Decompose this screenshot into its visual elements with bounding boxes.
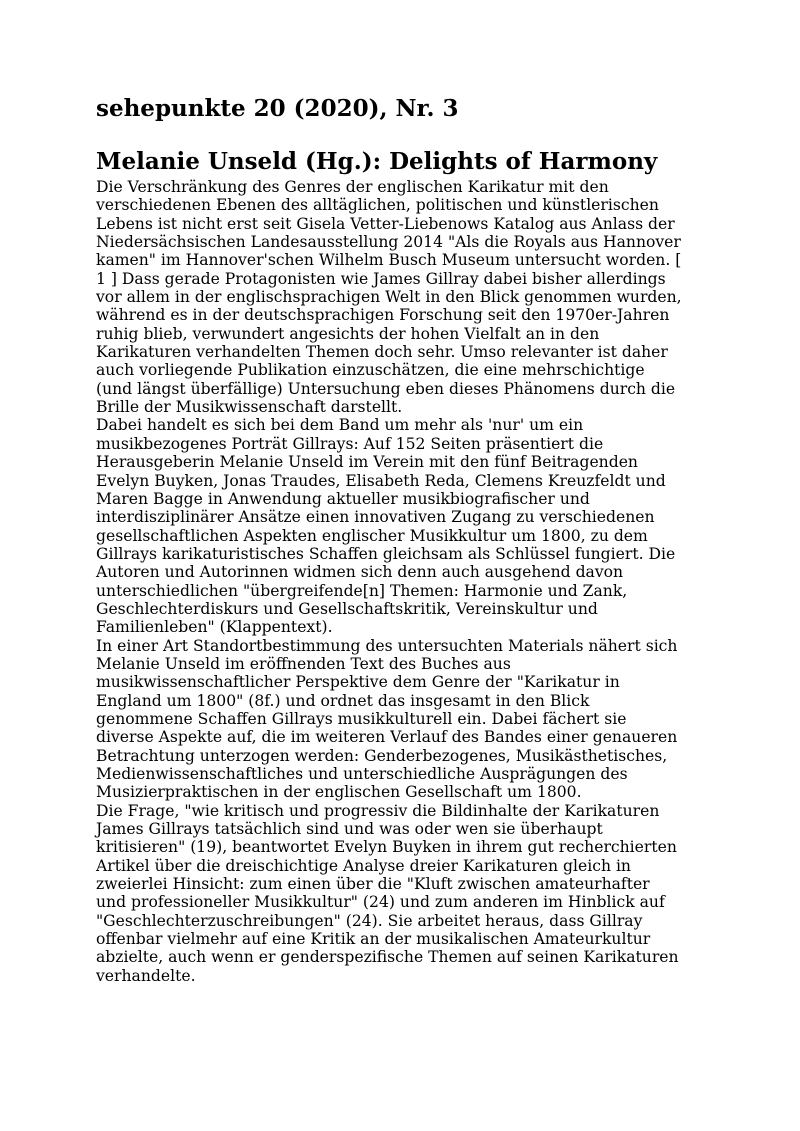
paragraph-3 — [96, 637, 708, 802]
text-line: Dabei handelt es sich bei dem Band um mehr als 'nur' um ein — [96, 416, 584, 435]
text-line: während es in der deutschsprachigen Forschung seit den 1970er-Jahren — [96, 306, 670, 325]
text-line: James Gillrays tatsächlich sind und was oder wen sie überhaupt — [96, 820, 603, 839]
document-page — [96, 92, 708, 985]
text-line: Maren Bagge in Anwendung aktueller musikbiografischer und — [96, 489, 590, 508]
text-line: Evelyn Buyken, Jonas Traudes, Elisabeth Reda, Clemens Kreuzfeldt und — [96, 471, 666, 490]
text-line: interdisziplinärer Ansätze einen innovativen Zugang zu verschiedenen — [96, 508, 655, 527]
text-line: Die Verschränkung des Genres der englischen Karikatur mit den — [96, 178, 609, 196]
text-line: musikbezogenes Porträt Gillrays: Auf 152 Seiten präsentiert die — [96, 434, 604, 453]
text-line: Melanie Unseld im eröffnenden Text des Buches aus — [96, 654, 511, 673]
text-line: Medienwissenschaftliches und unterschiedliche Ausprägungen des — [96, 765, 628, 783]
text-line: Geschlechterdiskurs und Gesellschaftskritik, Vereinskultur und — [96, 599, 598, 618]
text-line: Familienleben" (Klappentext). — [96, 618, 333, 637]
text-line: Lebens ist nicht erst seit Gisela Vetter-Liebenows Katalog aus Anlass der — [96, 214, 675, 233]
text-line: Artikel über die dreischichtige Analyse dreier Karikaturen gleich in — [96, 856, 631, 875]
text-line: offenbar vielmehr auf eine Kritik an der musikalischen Amateurkultur — [96, 930, 651, 949]
paragraph-4 — [96, 802, 708, 985]
text-line: Autoren und Autorinnen widmen sich denn auch ausgehend davon — [96, 563, 624, 582]
journal-title: sehepunkte 20 (2020), Nr. 3 — [96, 95, 459, 122]
text-line: genommene Schaffen Gillrays musikkulturell ein. Dabei fächert sie — [96, 709, 627, 728]
text-line: England um 1800" (8f.) und ordnet das insgesamt in den Blick — [96, 691, 590, 710]
text-line: Brille der Musikwissenschaft darstellt. — [96, 398, 403, 417]
text-line: unterschiedlichen "übergreifende[n] Themen: Harmonie und Zank, — [96, 581, 628, 600]
review-title: Melanie Unseld (Hg.): Delights of Harmony — [96, 148, 658, 175]
text-line: verschiedenen Ebenen des alltäglichen, politischen und künstlerischen — [96, 196, 659, 215]
text-line: kamen" im Hannover'schen Wilhelm Busch Museum untersucht worden. [ — [96, 251, 682, 270]
text-line: musikwissenschaftlicher Perspektive dem Genre der "Karikatur in — [96, 673, 620, 692]
text-line: Betrachtung unterzogen werden: Genderbezogenes, Musikästhetisches, — [96, 746, 668, 765]
text-line: Gillrays karikaturistisches Schaffen gleichsam als Schlüssel fungiert. Die — [96, 544, 676, 563]
text-line: Die Frage, "wie kritisch und progressiv die Bildinhalte der Karikaturen — [96, 801, 660, 820]
paragraph-2 — [96, 416, 708, 636]
text-line: 1 ] Dass gerade Protagonisten wie James Gillray dabei bisher allerdings — [96, 269, 666, 288]
text-line: ruhig blieb, verwundert angesichts der hohen Vielfalt an in den — [96, 324, 600, 343]
text-line: diverse Aspekte auf, die im weiteren Verlauf des Bandes einer genaueren — [96, 728, 678, 747]
text-line: Niedersächsischen Landesausstellung 2014 "Als die Royals aus Hannover — [96, 233, 681, 252]
text-line: kritisieren" (19), beantwortet Evelyn Buyken in ihrem gut recherchierten — [96, 838, 677, 857]
text-line: Karikaturen verhandelten Themen doch sehr. Umso relevanter ist daher — [96, 343, 668, 362]
paragraph-1 — [96, 178, 708, 416]
text-line: auch vorliegende Publikation einzuschätzen, die eine mehrschichtige — [96, 361, 645, 380]
text-line: gesellschaftlichen Aspekten englischer Musikkultur um 1800, zu dem — [96, 526, 648, 545]
text-line: verhandelte. — [96, 966, 196, 985]
text-line: abzielte, auch wenn er genderspezifische Themen auf seinen Karikaturen — [96, 948, 679, 967]
text-line: "Geschlechterzuschreibungen" (24). Sie arbeitet heraus, dass Gillray — [96, 911, 643, 930]
text-line: zweierlei Hinsicht: zum einen über die "Kluft zwischen amateurhafter — [96, 875, 650, 894]
text-line: Herausgeberin Melanie Unseld im Verein mit den fünf Beitragenden — [96, 453, 638, 472]
text-line: und professioneller Musikkultur" (24) und zum anderen im Hinblick auf — [96, 893, 665, 912]
text-line: In einer Art Standortbestimmung des untersuchten Materials nähert sich — [96, 636, 678, 655]
text-line: vor allem in der englischsprachigen Welt in den Blick genommen wurden, — [96, 288, 682, 307]
text-line: (und längst überfällige) Untersuchung eben dieses Phänomens durch die — [96, 379, 676, 398]
text-line: Musizierpraktischen in der englischen Gesellschaft um 1800. — [96, 783, 582, 802]
